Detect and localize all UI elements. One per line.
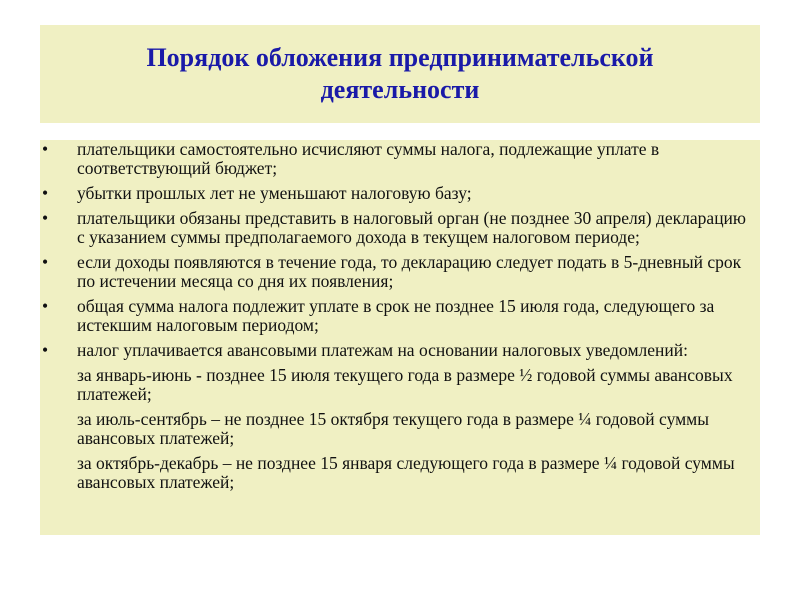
sub-item	[40, 410, 760, 448]
bullet-icon: •	[42, 252, 49, 272]
bullet-icon: •	[42, 183, 49, 203]
list-item-text: общая сумма налога подлежит уплате в срок не позднее 15 июля года, следующего за истекшим налоговым периодом;	[77, 296, 715, 335]
content-area	[40, 140, 760, 498]
title-box	[40, 25, 760, 123]
sub-item-text: за июль-сентябрь – не позднее 15 октября текущего года в размере ¼ годовой суммы авансовых платежей;	[77, 409, 710, 448]
sub-item	[40, 366, 760, 404]
list-item-text: плательщики обязаны представить в налоговый орган (не позднее 30 апреля) декларацию с указанием суммы предполагаемого дохода в текущем налоговом периоде;	[77, 208, 746, 247]
list-item	[40, 253, 760, 291]
sub-item	[40, 454, 760, 492]
list-item-text: налог уплачивается авансовыми платежам на основании налоговых уведомлений:	[77, 340, 688, 360]
bullet-icon: •	[42, 208, 49, 228]
list-item-text: если доходы появляются в течение года, то декларацию следует подать в 5-дневный срок по истечении месяца со дня их появления;	[77, 252, 742, 291]
sub-item-text: за октябрь-декабрь – не позднее 15 января следующего года в размере ¼ годовой суммы авансовых платежей;	[77, 453, 735, 492]
bullet-icon: •	[42, 296, 49, 316]
list-item	[40, 184, 760, 203]
bullet-list	[40, 140, 760, 360]
list-item	[40, 140, 760, 178]
sub-item-text: за январь-июнь - позднее 15 июля текущего года в размере ½ годовой суммы авансовых платежей;	[77, 365, 733, 404]
list-item	[40, 297, 760, 335]
bullet-icon: •	[42, 139, 49, 159]
list-item-text: убытки прошлых лет не уменьшают налоговую базу;	[77, 183, 472, 203]
slide-title: Порядок обложения предпринимательской деятельности	[146, 43, 654, 104]
bullet-icon: •	[42, 340, 49, 360]
list-item	[40, 209, 760, 247]
list-item-text: плательщики самостоятельно исчисляют суммы налога, подлежащие уплате в соответствующий бюджет;	[77, 139, 660, 178]
list-item	[40, 341, 760, 360]
